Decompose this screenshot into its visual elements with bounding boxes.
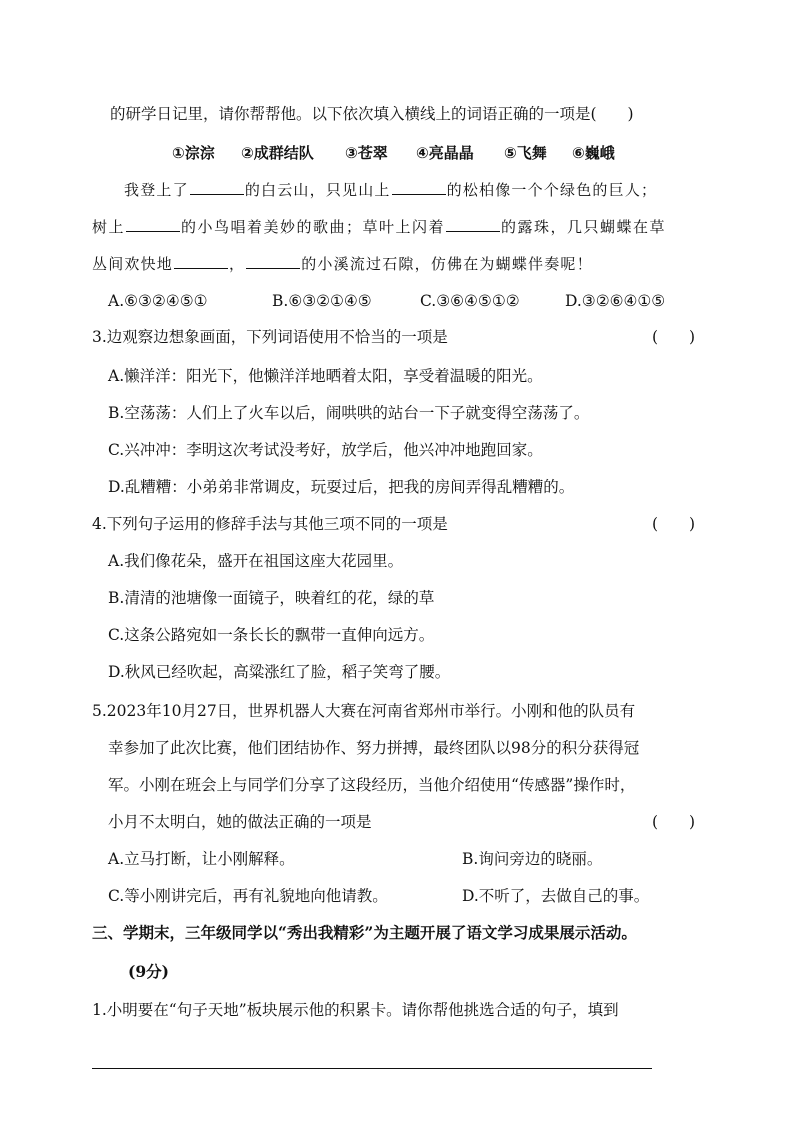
q5-option-d[interactable]: D.不听了，去做自己的事。 [462, 887, 650, 905]
fill-blank[interactable] [126, 217, 180, 232]
word-option: ⑥巍峨 [572, 144, 615, 162]
fill-blank[interactable] [246, 254, 300, 269]
q2-choice-b[interactable]: B.⑥③②①④⑤ [272, 292, 372, 310]
passage-line-3 [92, 254, 593, 274]
fill-blank[interactable] [446, 217, 500, 232]
q2-choice-c[interactable]: C.③⑥④⑤①② [420, 292, 520, 310]
q5-stem-line-3: 军。小刚在班会上与同学们分享了这段经历，当他介绍使用“传感器”操作时， [108, 776, 636, 794]
word-option: ③苍翠 [345, 144, 388, 162]
passage-text: 树上 [92, 218, 126, 236]
section-3-score: (9分) [128, 962, 169, 981]
passage-line-1 [124, 180, 657, 200]
q5-stem-line-2: 幸参加了此次比赛，他们团结协作、努力拼搏，最终团队以98分的积分获得冠 [108, 739, 640, 757]
s3-question-1: 1.小明要在“句子天地”板块展示他的积累卡。请你帮他挑选合适的句子，填到 [92, 1001, 619, 1019]
q3-option-c[interactable]: C.兴冲冲：李明这次考试没考好，放学后，他兴冲冲地跑回家。 [108, 441, 543, 459]
passage-text: 我登上了 [124, 181, 189, 199]
q3-stem: 3.边观察边想象画面，下列词语使用不恰当的一项是 [92, 328, 448, 346]
q5-option-c[interactable]: C.等小刚讲完后，再有礼貌地向他请教。 [108, 887, 388, 905]
word-option: ②成群结队 [241, 144, 314, 162]
q3-answer-paren[interactable]: ( ) [652, 328, 696, 346]
passage-text: 的松柏像一个个绿色的巨人； [446, 181, 658, 199]
q3-option-a[interactable]: A.懒洋洋：阳光下，他懒洋洋地晒着太阳，享受着温暖的阳光。 [108, 367, 543, 385]
fill-blank[interactable] [190, 180, 244, 195]
q5-stem-line-4: 小月不太明白，她的做法正确的一项是 [108, 813, 372, 831]
q2-intro: 的研学日记里，请你帮帮他。以下依次填入横线上的词语正确的一项是( ) [110, 105, 634, 123]
q3-option-d[interactable]: D.乱糟糟：小弟弟非常调皮，玩耍过后，把我的房间弄得乱糟糟的。 [108, 478, 575, 496]
q5-answer-paren[interactable]: ( ) [652, 813, 696, 831]
q5-stem-line-1: 5.2023年10月27日，世界机器人大赛在河南省郑州市举行。小刚和他的队员有 [92, 702, 636, 720]
q2-choice-a[interactable]: A.⑥③②④⑤① [108, 292, 208, 310]
fill-blank[interactable] [392, 180, 446, 195]
section-3-title: 三、学期末，三年级同学以“秀出我精彩”为主题开展了语文学习成果展示活动。 [92, 923, 637, 942]
passage-text: 的露珠，几只蝴蝶在草 [501, 218, 667, 236]
word-option: ④亮晶晶 [416, 144, 474, 162]
fill-blank[interactable] [174, 254, 228, 269]
q4-option-d[interactable]: D.秋风已经吹起，高粱涨红了脸，稻子笑弯了腰。 [108, 663, 451, 681]
passage-text: 的白云山，只见山上 [244, 181, 391, 199]
q5-option-a[interactable]: A.立马打断，让小刚解释。 [108, 850, 295, 868]
passage-text: 的小溪流过石隙，仿佛在为蝴蝶伴奏呢！ [301, 255, 593, 273]
passage-text: ， [229, 255, 246, 273]
bottom-rule [92, 1068, 652, 1069]
passage-line-2 [92, 217, 666, 237]
q3-option-b[interactable]: B.空荡荡：人们上了火车以后，闹哄哄的站台一下子就变得空荡荡了。 [108, 404, 590, 422]
q2-choice-d[interactable]: D.③②⑥④①⑤ [565, 292, 666, 310]
q5-option-b[interactable]: B.询问旁边的晓丽。 [462, 850, 603, 868]
passage-text: 丛间欢快地 [92, 255, 174, 273]
q4-answer-paren[interactable]: ( ) [652, 515, 696, 533]
q4-option-a[interactable]: A.我们像花朵，盛开在祖国这座大花园里。 [108, 552, 404, 570]
q4-option-c[interactable]: C.这条公路宛如一条长长的飘带一直伸向远方。 [108, 626, 435, 644]
passage-text: 的小鸟唱着美妙的歌曲；草叶上闪着 [181, 218, 446, 236]
word-option: ①淙淙 [172, 144, 215, 162]
q4-option-b[interactable]: B.清清的池塘像一面镜子，映着红的花，绿的草 [108, 589, 435, 607]
q4-stem: 4.下列句子运用的修辞手法与其他三项不同的一项是 [92, 515, 448, 533]
word-option: ⑤飞舞 [504, 144, 547, 162]
